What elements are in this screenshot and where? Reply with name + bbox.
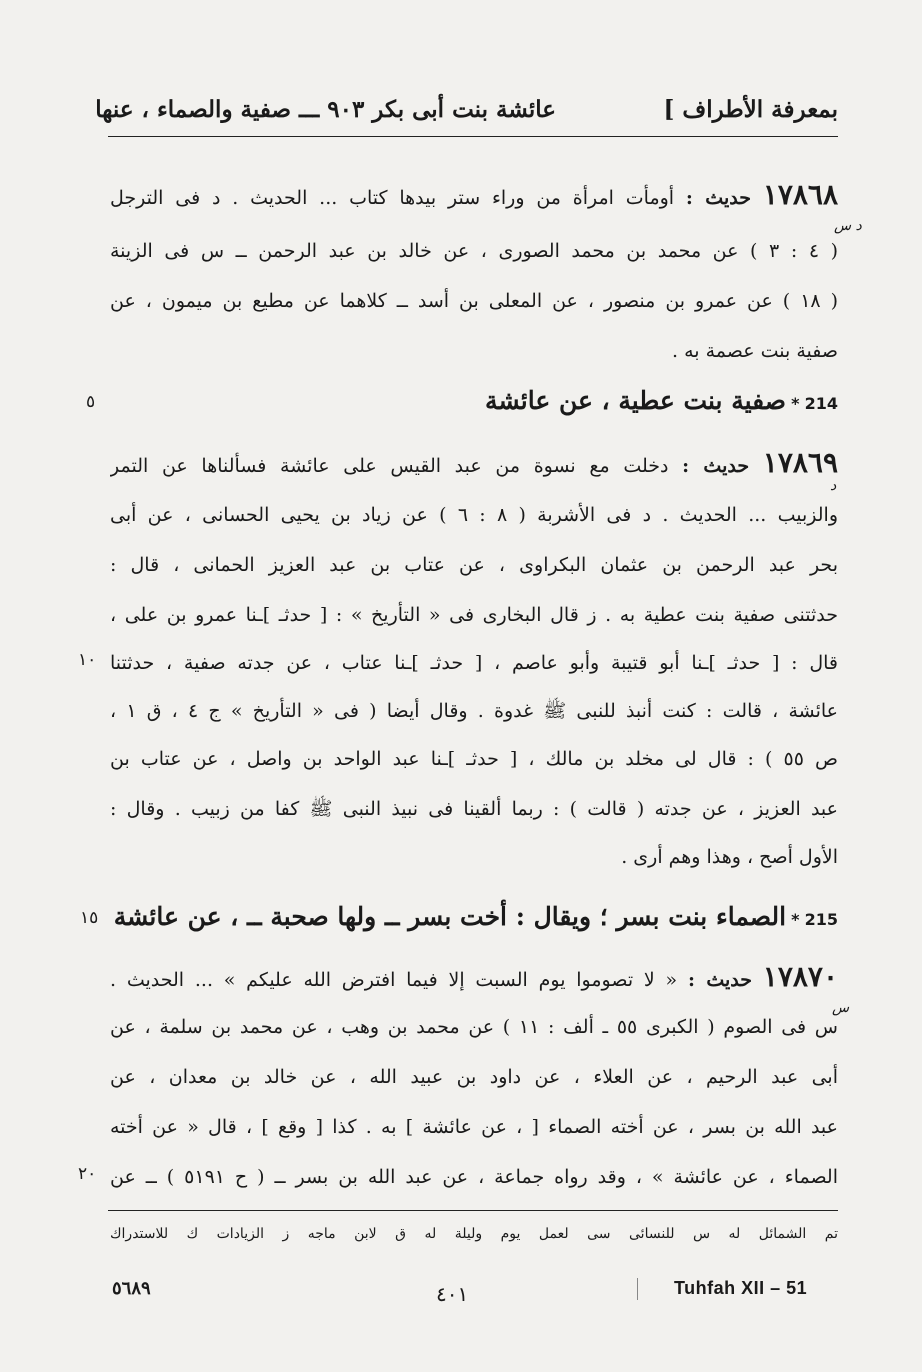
section-215-heading — [110, 902, 838, 931]
entry-text: دخلت مع نسوة من عبد القيس على عائشة فسألناها عن التمر — [110, 455, 669, 477]
entry-17868-line-2: ( ٤ : ٣ ) عن محمد بن محمد الصورى ، عن خالد بن عبد الرحمن ــ س فى الزينة — [110, 240, 838, 262]
entry-17869-line-4: حدثتنى صفية بنت عطية به . ز قال البخارى فى « التأريخ » : [ حدثـ ]ـنا عمرو بن على ، — [110, 604, 838, 626]
entry-17869-line-6: عائشة ، قالت : كنت أنبذ للنبى ﷺ غدوة . وقال أيضا ( فى « التأريخ » ج ٤ ، ق ١ ، — [110, 700, 838, 722]
entry-17869-line-7: ص ٥٥ ) : قال لى مخلد بن مالك ، [ حدثـ ]ـنا عبد الواحد بن واصل ، عن عتاب بن — [110, 748, 838, 770]
abbreviations-footnote: تم الشمائل له س للنسائى سى لعمل يوم وليلة له ق لابن ماجه ز الزيادات ك للاستدراك — [110, 1226, 838, 1242]
entry-17869-line-1 — [110, 448, 838, 481]
footer-divider — [637, 1278, 638, 1300]
line-number-mark: ١٠ — [78, 650, 97, 670]
entry-17870-line-2: س فى الصوم ( الكبرى ٥٥ ـ ألف : ١١ ) عن محمد بن وهب ، عن محمد بن سلمة ، عن — [110, 1016, 838, 1038]
section-star: * — [791, 394, 800, 413]
running-header — [95, 96, 838, 132]
entry-17870-line-5: الصماء ، عن عائشة » ، وقد رواه جماعة ، عن عبد الله بن بسر ــ ( ح ٥١٩١ ) ــ عن — [110, 1166, 838, 1188]
entry-17869-line-3: بحر عبد الرحمن بن عثمان البكراوى ، عن عتاب بن عبد العزيز الحمانى ، قال : — [110, 554, 838, 576]
entry-side-code: د س — [834, 218, 862, 234]
footnote-rule — [108, 1210, 838, 1211]
entry-number: ١٧٨٦٨ — [762, 180, 838, 211]
section-title: الصماء بنت بسر ؛ ويقال : أخت بسر ــ ولها صحبة ــ ، عن عائشة — [113, 902, 787, 931]
entry-17870-line-4: عبد الله بن بسر ، عن أخته الصماء [ ، عن عائشة ] به . كذا [ وقع ] ، قال « عن أخته — [110, 1116, 838, 1138]
entry-side-code: س — [832, 1000, 850, 1016]
header-rule — [108, 136, 838, 137]
entry-17870-line-3: أبى عبد الرحيم ، عن العلاء ، عن داود بن عبيد الله ، عن خالد بن معدان ، عن — [110, 1066, 838, 1088]
entry-number: ١٧٨٧٠ — [762, 962, 838, 993]
header-book-title: بمعرفة الأطراف ] — [663, 96, 838, 123]
entry-17869-line-8: عبد العزيز ، عن جدته ( قالت ) : ربما ألقينا فى نبيذ النبى ﷺ كفا من زبيب . وقال : — [110, 798, 838, 820]
section-214-heading — [110, 386, 838, 415]
entry-17868-line-3: ( ١٨ ) عن عمرو بن منصور ، عن المعلى بن أسد ــ كلاهما عن مطيع بن ميمون ، عن — [110, 290, 838, 312]
line-number-mark: ٢٠ — [78, 1164, 97, 1184]
header-section-title: عائشة بنت أبى بكر ٩٠٣ ـــ صفية والصماء ، عنها — [95, 96, 556, 123]
entry-17869-line-5: قال : [ حدثـ ]ـنا أبو قتيبة وأبو عاصم ، [ حدثـ ]ـنا عتاب ، عن جدته صفية ، حدثتنا — [110, 652, 838, 674]
hadith-label: حديث : — [685, 187, 751, 209]
entry-text: أومأت امرأة من وراء ستر بيدها كتاب ... الحديث . د فى الترجل — [110, 187, 675, 209]
entry-17869-line-9: الأول أصح ، وهذا وهم أرى . — [621, 846, 838, 868]
line-number-mark: ١٥ — [80, 908, 99, 928]
entry-17868-line-4: صفية بنت عصمة به . — [672, 340, 838, 362]
line-number-mark: ٥ — [86, 392, 96, 412]
section-star: * — [791, 910, 800, 929]
entry-text: « لا تصوموا يوم السبت إلا فيما افترض الله عليكم » ... الحديث . — [110, 969, 678, 991]
entry-17868-line-1 — [110, 180, 838, 213]
hadith-label: حديث : — [687, 969, 752, 991]
entry-17870-line-1 — [110, 962, 838, 995]
section-number: 215 — [804, 910, 838, 929]
volume-reference: Tuhfah XII – 51 — [674, 1278, 808, 1298]
section-number: 214 — [804, 394, 838, 413]
footer-page-code: ٥٦٨٩ — [112, 1278, 151, 1299]
section-title: صفية بنت عطية ، عن عائشة — [485, 386, 787, 415]
entry-17869-line-2: والزبيب ... الحديث . د فى الأشربة ( ٨ : ٦ ) عن زياد بن يحيى الحسانى ، عن أبى — [110, 504, 838, 526]
hadith-label: حديث : — [682, 455, 750, 477]
entry-number: ١٧٨٦٩ — [762, 448, 838, 479]
page-number: ٤٠١ — [436, 1282, 469, 1306]
entry-side-code: د — [830, 478, 837, 494]
